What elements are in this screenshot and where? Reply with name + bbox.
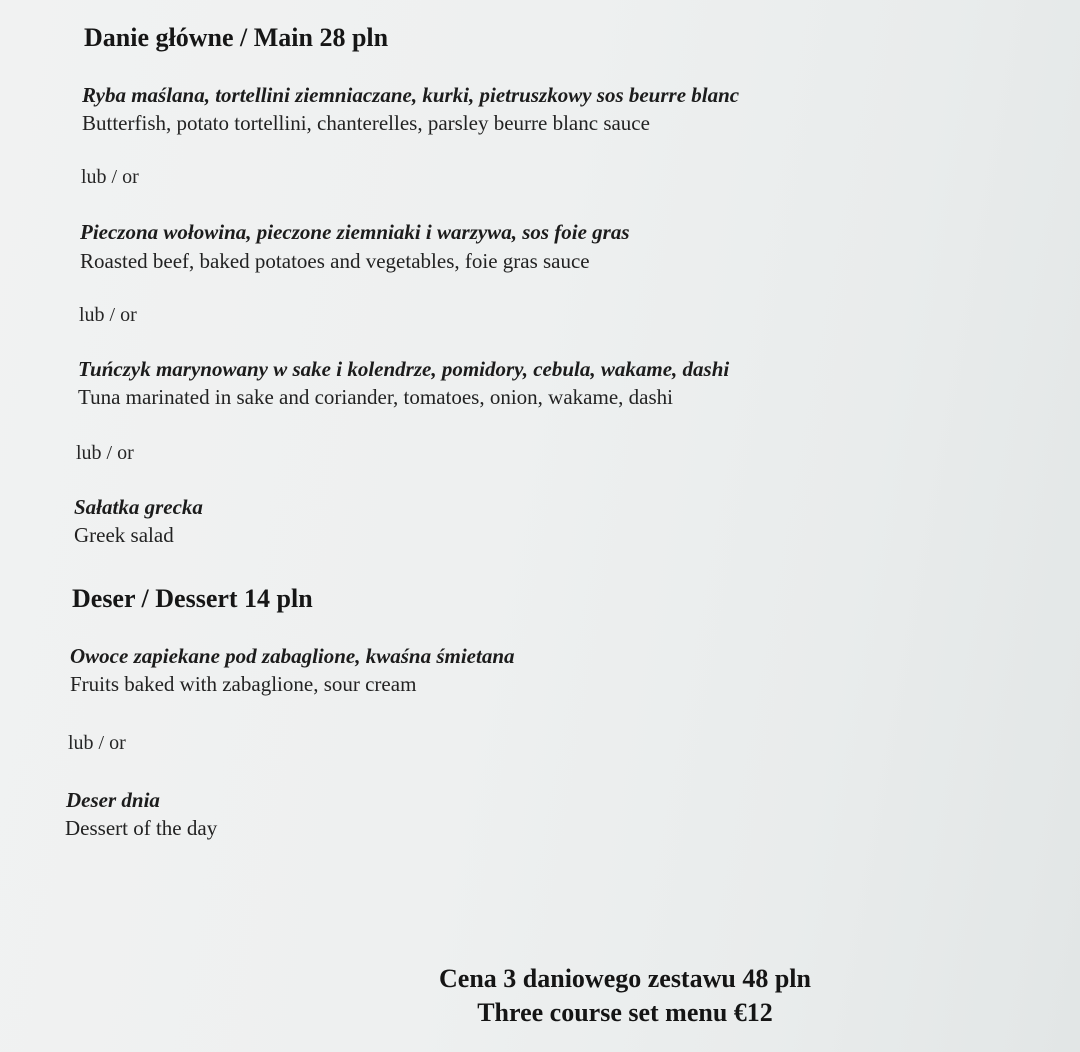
dessert-item-1-english: Fruits baked with zabaglione, sour cream [70,672,417,696]
dessert-item-2-polish: Deser dnia [66,788,160,812]
main-item-4-english: Greek salad [74,523,174,547]
dessert-item-1-polish: Owoce zapiekane pod zabaglione, kwaśna śmietana [70,644,515,668]
dessert-item-2-english: Dessert of the day [65,816,218,840]
main-item-3-english: Tuna marinated in sake and coriander, tomatoes, onion, wakame, dashi [78,385,673,409]
dessert-separator: lub / or [68,732,126,754]
set-menu-price-english: Three course set menu €12 [477,998,773,1027]
main-separator-2: lub / or [79,304,137,326]
main-item-1-english: Butterfish, potato tortellini, chanterelles, parsley beurre blanc sauce [82,111,650,135]
main-item-2-english: Roasted beef, baked potatoes and vegetables, foie gras sauce [80,249,590,273]
main-separator-1: lub / or [81,166,139,188]
main-course-heading: Danie główne / Main 28 pln [84,23,389,52]
dessert-heading: Deser / Dessert 14 pln [72,584,313,613]
set-menu-price-polish: Cena 3 daniowego zestawu 48 pln [439,964,811,993]
main-separator-3: lub / or [76,442,134,464]
main-item-4-polish: Sałatka grecka [74,495,203,519]
main-item-2-polish: Pieczona wołowina, pieczone ziemniaki i warzywa, sos foie gras [80,220,630,244]
main-item-1-polish: Ryba maślana, tortellini ziemniaczane, kurki, pietruszkowy sos beurre blanc [82,83,740,107]
main-item-3-polish: Tuńczyk marynowany w sake i kolendrze, pomidory, cebula, wakame, dashi [78,357,730,381]
